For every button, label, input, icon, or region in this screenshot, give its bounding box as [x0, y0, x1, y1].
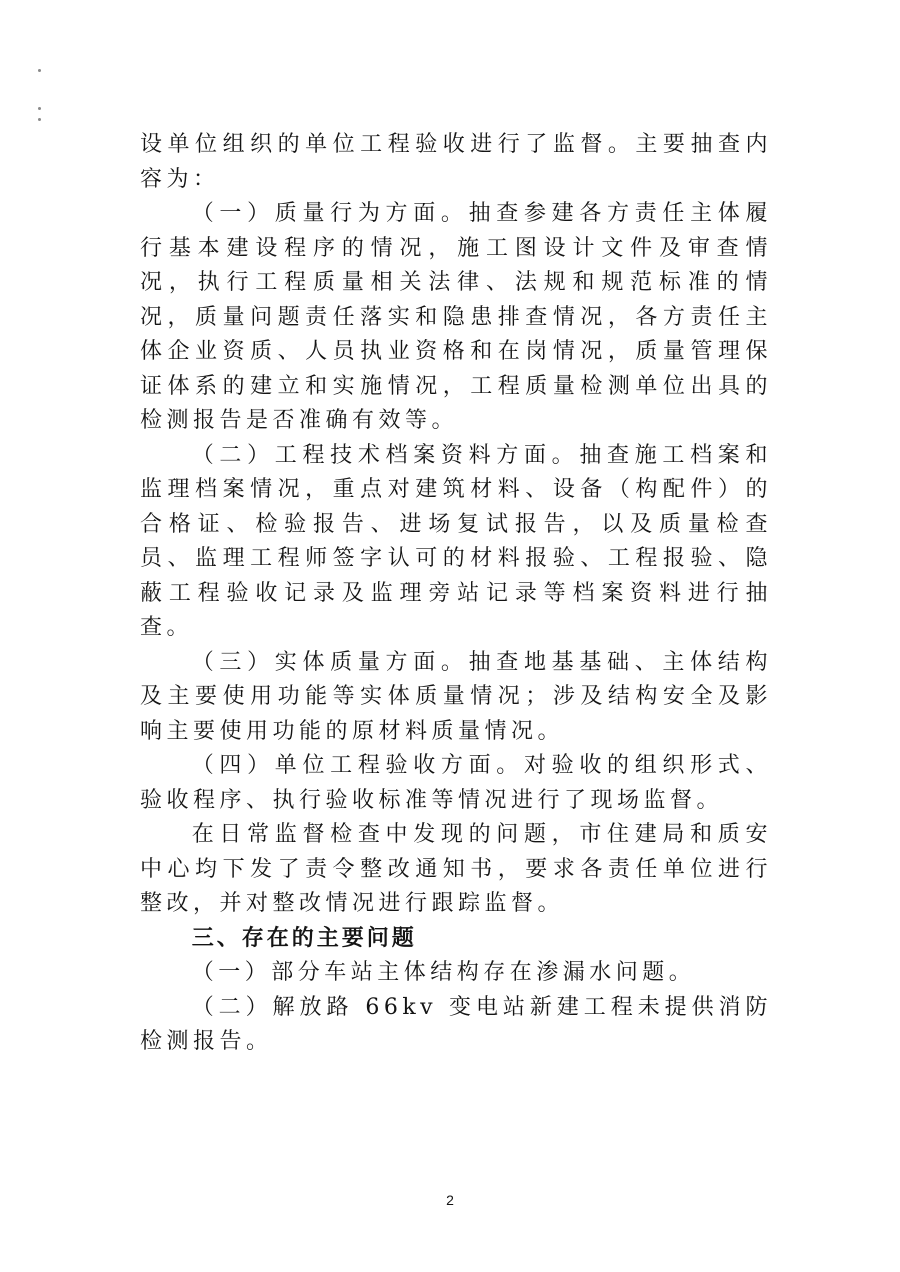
document-body: [140, 128, 772, 1060]
scan-mark: [38, 118, 41, 121]
page-number: 2: [446, 1192, 454, 1208]
paragraph-physical-quality: （三）实体质量方面。抽查地基基础、主体结构及主要使用功能等实体质量情况；涉及结构安全及影响主要使用功能的原材料质量情况。: [140, 649, 772, 744]
problem-item: （一）部分车站主体结构存在渗漏水问题。: [191, 960, 696, 985]
scan-mark: [38, 69, 41, 72]
problem-item: （二）解放路 66kv 变电站新建工程未提供消防检测报告。: [140, 994, 772, 1054]
paragraph-technical-archives: （二）工程技术档案资料方面。抽查施工档案和监理档案情况，重点对建筑材料、设备（构配件）的合格证、检验报告、进场复试报告，以及质量检查员、监理工程师签字认可的材料报验、工程报验、隐蔽工程验收记录及监理旁站记录等档案资料进行抽查。: [140, 442, 772, 640]
paragraph-quality-behavior: （一）质量行为方面。抽查参建各方责任主体履行基本建设程序的情况，施工图设计文件及审查情况，执行工程质量相关法律、法规和规范标准的情况，质量问题责任落实和隐患排查情况，各方责任主体企业资质、人员执业资格和在岗情况，质量管理保证体系的建立和实施情况，工程质量检测单位出具的检测报告是否准确有效等。: [140, 201, 772, 433]
paragraph-acceptance: （四）单位工程验收方面。对验收的组织形式、验收程序、执行验收标准等情况进行了现场监督。: [140, 753, 772, 813]
section-heading: 三、存在的主要问题: [191, 925, 417, 951]
paragraph-daily-inspection: 在日常监督检查中发现的问题，市住建局和质安中心均下发了责令整改通知书，要求各责任单位进行整改，并对整改情况进行跟踪监督。: [140, 822, 772, 916]
scan-mark: [38, 107, 41, 110]
paragraph-continuation: 设单位组织的单位工程验收进行了监督。主要抽查内容为：: [140, 132, 772, 192]
